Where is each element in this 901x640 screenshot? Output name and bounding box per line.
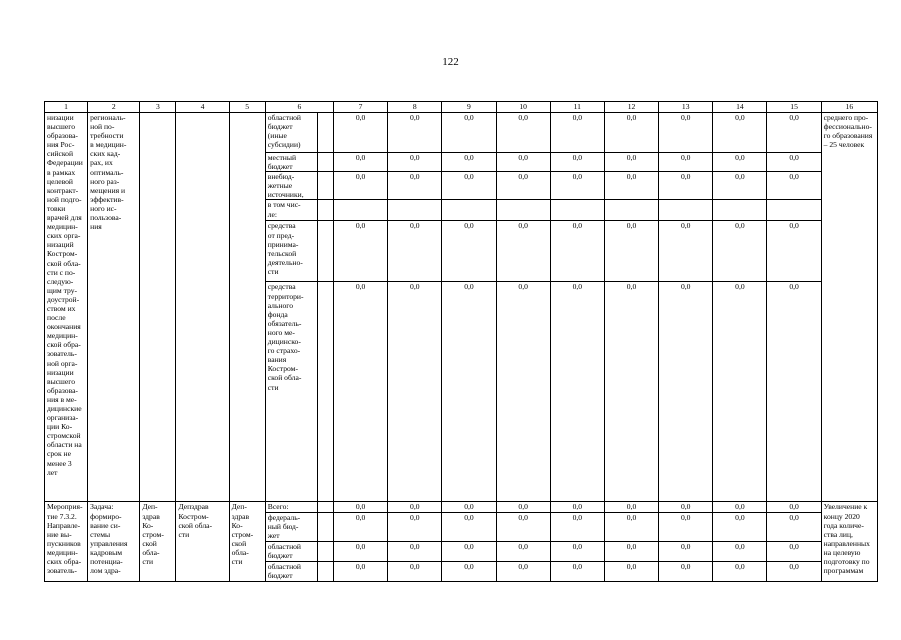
value-cell: 0,0: [604, 561, 658, 581]
value-cell: 0,0: [767, 221, 821, 282]
value-cell: 0,0: [604, 113, 658, 153]
funding-source-cell: [265, 541, 317, 561]
value-cell: 0,0: [333, 502, 387, 512]
column-header-10: 10: [496, 102, 550, 113]
cell-line: Костром-: [47, 249, 78, 259]
cell-line: ния в ме-: [47, 394, 77, 404]
value-cell: 0,0: [767, 172, 821, 200]
cell-line: организа-: [47, 413, 79, 423]
value-cell: 0,0: [442, 502, 496, 512]
value-cell: 0,0: [442, 172, 496, 200]
cell-line: средства: [267, 221, 296, 231]
value-cell: 0,0: [388, 282, 442, 502]
value-cell: 0,0: [713, 512, 767, 541]
cell-line: эффектив-: [90, 194, 124, 204]
value-cell: 0,0: [388, 502, 442, 512]
spacer-cell: [317, 541, 333, 561]
value-cell: 0,0: [333, 541, 387, 561]
column-header-15: 15: [767, 102, 821, 113]
cell-line: Мероприя-: [47, 502, 83, 512]
value-cell: 0,0: [496, 172, 550, 200]
value-cell: 0,0: [442, 512, 496, 541]
value-cell: 0,0: [604, 512, 658, 541]
value-cell: 0,0: [388, 113, 442, 153]
cell-line: на целевую: [823, 547, 861, 557]
cell-line: жет: [267, 530, 280, 540]
cell-line: ального: [267, 300, 294, 310]
funding-source-cell: [265, 221, 317, 282]
funding-source-cell: [265, 153, 317, 172]
cell-line: низации: [47, 113, 74, 122]
cell-line: после: [47, 313, 66, 323]
cell-line: пускников: [47, 538, 81, 548]
spacer-cell: [317, 502, 333, 512]
value-cell: 0,0: [550, 113, 604, 153]
spacer-cell: [317, 221, 333, 282]
activity-name-cell: [45, 502, 88, 581]
result-cell: [821, 113, 877, 502]
value-cell: 0,0: [550, 153, 604, 172]
cell-line: Задача:: [90, 502, 114, 512]
cell-line: источники,: [267, 190, 304, 200]
cell-line: субсидии): [267, 140, 301, 150]
value-cell: 0,0: [604, 153, 658, 172]
cell-line: Деп-: [231, 502, 247, 512]
activity-name-cell: [45, 113, 88, 502]
value-cell: 0,0: [550, 221, 604, 282]
cell-line: сийской: [47, 149, 74, 159]
cell-line: деятельно-: [267, 257, 303, 267]
cell-line: срок не: [47, 449, 71, 459]
value-cell: 0,0: [388, 512, 442, 541]
cell-line: ного раз-: [90, 176, 120, 186]
value-cell: 0,0: [713, 561, 767, 581]
cell-line: лет: [47, 467, 58, 477]
cell-line: пользова-: [90, 213, 122, 223]
cell-line: ной по-: [90, 122, 115, 132]
value-cell: 0,0: [550, 561, 604, 581]
value-cell: 0,0: [713, 282, 767, 502]
value-cell: 0,0: [442, 561, 496, 581]
cell-line: тельской: [267, 248, 297, 258]
cell-line: ле:: [267, 209, 278, 219]
column-header-11: 11: [550, 102, 604, 113]
column-header-1: 1: [45, 102, 88, 113]
funding-source-cell: [265, 172, 317, 200]
value-cell: [767, 200, 821, 221]
cell-line: здрав: [142, 511, 160, 521]
funding-source-cell: [265, 512, 317, 541]
cell-line: дицинско-: [267, 337, 301, 347]
value-cell: 0,0: [713, 502, 767, 512]
cell-line: стром-: [231, 529, 254, 539]
value-cell: 0,0: [767, 282, 821, 502]
value-cell: 0,0: [767, 153, 821, 172]
column-header-6: 6: [265, 102, 333, 113]
cell-line: го образования: [823, 131, 873, 141]
cell-line: федераль-: [267, 512, 301, 522]
column-header-9: 9: [442, 102, 496, 113]
cell-line: доустрой-: [47, 294, 80, 304]
cell-line: ской: [142, 538, 157, 548]
value-cell: 0,0: [550, 282, 604, 502]
spacer-cell: [317, 172, 333, 200]
funding-source-cell: [265, 200, 317, 221]
cell-line: программам: [823, 566, 864, 576]
cell-line: стром-: [142, 529, 164, 539]
value-cell: 0,0: [767, 561, 821, 581]
value-cell: [442, 200, 496, 221]
funding-source-cell: [265, 113, 317, 153]
cell-line: товки: [47, 203, 66, 213]
value-cell: 0,0: [713, 221, 767, 282]
value-cell: [659, 200, 713, 221]
cell-line: ции Ко-: [47, 422, 73, 432]
cell-line: ством их: [47, 303, 76, 313]
cell-line: ние вы-: [47, 529, 72, 539]
coexecutor-cell: [229, 113, 265, 502]
cell-line: (иные: [267, 131, 287, 141]
cell-line: образова-: [47, 385, 78, 395]
cell-line: территори-: [267, 291, 304, 301]
cell-line: дицинские: [47, 404, 82, 413]
cell-line: направленных: [823, 538, 870, 548]
cell-line: Ко-: [231, 520, 243, 530]
cell-line: контракт-: [47, 185, 79, 195]
cell-line: оптималь-: [90, 167, 124, 177]
value-cell: 0,0: [604, 502, 658, 512]
cell-line: Деп-: [142, 502, 158, 512]
value-cell: 0,0: [496, 113, 550, 153]
value-cell: 0,0: [659, 221, 713, 282]
cell-line: следую-: [47, 276, 74, 286]
value-cell: 0,0: [659, 541, 713, 561]
cell-line: ния: [90, 222, 102, 232]
value-cell: [550, 200, 604, 221]
column-header-14: 14: [713, 102, 767, 113]
value-cell: 0,0: [496, 512, 550, 541]
value-cell: 0,0: [333, 282, 387, 502]
cell-line: ских кад-: [90, 149, 121, 159]
cell-line: в медицин-: [90, 140, 127, 150]
cell-line: зователь-: [47, 349, 77, 359]
cell-line: сти: [142, 557, 154, 567]
task-cell: [88, 502, 140, 581]
cell-line: медицин-: [47, 331, 78, 341]
column-header-12: 12: [604, 102, 658, 113]
cell-line: кадровым: [90, 547, 123, 557]
value-cell: 0,0: [496, 221, 550, 282]
funding-source-cell: [265, 282, 317, 502]
spacer-cell: [317, 113, 333, 153]
value-cell: 0,0: [550, 502, 604, 512]
value-cell: 0,0: [659, 282, 713, 502]
cell-line: образова-: [47, 131, 78, 141]
cell-line: медицин-: [47, 547, 78, 557]
cell-line: управления: [90, 538, 128, 548]
result-cell: [821, 502, 877, 581]
spacer-cell: [317, 200, 333, 221]
value-cell: 0,0: [604, 541, 658, 561]
cell-line: ства лиц,: [823, 529, 853, 539]
cell-line: ния Рос-: [47, 140, 75, 150]
cell-line: окончания: [47, 322, 81, 332]
cell-line: ной орга-: [47, 358, 78, 368]
cell-line: медицин-: [47, 222, 78, 232]
value-cell: 0,0: [659, 561, 713, 581]
value-cell: 0,0: [767, 512, 821, 541]
executor-cell: [140, 113, 176, 502]
cell-line: ских обра-: [47, 557, 82, 567]
column-header-3: 3: [140, 102, 176, 113]
cell-line: го страхо-: [267, 346, 301, 356]
value-cell: 0,0: [333, 512, 387, 541]
cell-line: областной: [267, 541, 301, 551]
value-cell: 0,0: [713, 541, 767, 561]
cell-line: высшего: [47, 376, 75, 386]
cell-line: ской: [231, 538, 247, 548]
value-cell: [333, 200, 387, 221]
value-cell: 0,0: [767, 541, 821, 561]
cell-line: фессионально-: [823, 122, 872, 132]
cell-line: года количе-: [823, 520, 864, 530]
cell-line: средства: [267, 282, 296, 292]
cell-line: сти с по-: [47, 267, 76, 277]
cell-line: бюджет: [267, 122, 293, 132]
value-cell: 0,0: [442, 221, 496, 282]
value-cell: 0,0: [713, 113, 767, 153]
cell-line: Направле-: [47, 520, 81, 530]
cell-line: местный: [267, 153, 297, 162]
value-cell: 0,0: [659, 502, 713, 512]
value-cell: 0,0: [659, 512, 713, 541]
cell-line: низаций: [47, 240, 74, 250]
cell-line: сти: [267, 266, 279, 276]
cell-line: областной: [267, 113, 301, 122]
cell-line: рах, их: [90, 158, 113, 168]
column-header-7: 7: [333, 102, 387, 113]
value-cell: 0,0: [659, 172, 713, 200]
cell-line: среднего про-: [823, 113, 869, 122]
value-cell: 0,0: [496, 502, 550, 512]
cell-line: сти: [231, 557, 243, 567]
cell-line: ного ме-: [267, 327, 295, 337]
cell-line: бюджет: [267, 162, 293, 172]
cell-line: Федерации: [47, 158, 83, 168]
value-cell: 0,0: [550, 541, 604, 561]
header-row: [45, 102, 878, 113]
cell-line: области на: [47, 440, 82, 450]
task-cell: [88, 113, 140, 502]
value-cell: 0,0: [388, 221, 442, 282]
value-cell: 0,0: [333, 113, 387, 153]
cell-line: бюджет: [267, 570, 293, 580]
value-cell: 0,0: [388, 153, 442, 172]
cell-line: концу 2020: [823, 511, 860, 521]
spacer-cell: [317, 512, 333, 541]
cell-line: ской обра-: [47, 340, 81, 350]
cell-line: щим тру-: [47, 285, 78, 295]
value-cell: 0,0: [767, 113, 821, 153]
cell-line: ной подго-: [47, 194, 82, 204]
value-cell: 0,0: [604, 282, 658, 502]
column-header-8: 8: [388, 102, 442, 113]
value-cell: 0,0: [333, 561, 387, 581]
cell-line: вание си-: [90, 520, 121, 530]
cell-line: Костром-: [267, 364, 298, 374]
cell-line: Депздрав: [178, 502, 209, 512]
cell-line: стемы: [90, 529, 111, 539]
value-cell: 0,0: [659, 113, 713, 153]
participant-cell: [176, 113, 229, 502]
cell-line: требности: [90, 131, 124, 141]
cell-line: ских орга-: [47, 231, 81, 241]
value-cell: 0,0: [388, 541, 442, 561]
executor-cell: [140, 502, 176, 581]
cell-line: бюджет: [267, 550, 293, 560]
cell-line: сти: [178, 529, 190, 539]
cell-line: тие 7.3.2.: [47, 511, 77, 521]
cell-line: здрав: [231, 511, 250, 521]
value-cell: 0,0: [713, 153, 767, 172]
cell-line: мещения и: [90, 185, 126, 195]
cell-line: фонда: [267, 309, 288, 319]
cell-line: областной: [267, 561, 301, 571]
cell-line: Увеличение к: [823, 502, 868, 512]
cell-line: ской обла-: [47, 258, 81, 268]
spacer-cell: [317, 153, 333, 172]
table-row: [45, 113, 878, 153]
cell-line: низации: [47, 367, 74, 377]
value-cell: 0,0: [388, 561, 442, 581]
funding-source-cell: [265, 561, 317, 581]
value-cell: 0,0: [333, 153, 387, 172]
column-header-13: 13: [659, 102, 713, 113]
column-header-16: 16: [821, 102, 877, 113]
column-header-4: 4: [176, 102, 229, 113]
coexecutor-cell: [229, 502, 265, 581]
program-table: [44, 101, 878, 582]
cell-line: ской обла-: [267, 373, 302, 383]
value-cell: 0,0: [388, 172, 442, 200]
cell-line: сти: [267, 382, 279, 392]
cell-line: целевой: [47, 176, 73, 186]
cell-line: Ко-: [142, 520, 154, 530]
cell-line: в том чис-: [267, 200, 301, 210]
cell-line: – 25 человек: [823, 140, 865, 150]
cell-line: жетные: [267, 181, 293, 191]
value-cell: 0,0: [550, 172, 604, 200]
value-cell: 0,0: [767, 502, 821, 512]
value-cell: 0,0: [442, 541, 496, 561]
cell-line: стромской: [47, 431, 81, 441]
cell-line: подготовку по: [823, 557, 870, 567]
value-cell: 0,0: [442, 282, 496, 502]
value-cell: 0,0: [604, 221, 658, 282]
value-cell: 0,0: [659, 153, 713, 172]
value-cell: 0,0: [713, 172, 767, 200]
value-cell: 0,0: [496, 561, 550, 581]
cell-line: ного ис-: [90, 203, 117, 213]
value-cell: 0,0: [496, 282, 550, 502]
funding-source-cell: [265, 502, 317, 512]
spacer-cell: [317, 282, 333, 502]
cell-line: формиро-: [90, 511, 122, 521]
cell-line: лом здра-: [90, 566, 121, 576]
cell-line: зователь-: [47, 566, 77, 576]
column-header-2: 2: [88, 102, 140, 113]
cell-line: внебюд-: [267, 172, 295, 182]
spacer-cell: [317, 561, 333, 581]
cell-line: ный бюд-: [267, 521, 299, 531]
cell-line: Всего:: [267, 502, 289, 512]
cell-line: принима-: [267, 239, 299, 249]
column-header-5: 5: [229, 102, 265, 113]
value-cell: [496, 200, 550, 221]
cell-line: ской обла-: [178, 520, 213, 530]
cell-line: менее 3: [47, 458, 72, 468]
value-cell: [604, 200, 658, 221]
cell-line: обязатель-: [267, 318, 302, 328]
participant-cell: [176, 502, 229, 581]
value-cell: 0,0: [604, 172, 658, 200]
value-cell: 0,0: [442, 113, 496, 153]
value-cell: [388, 200, 442, 221]
cell-line: в рамках: [47, 167, 76, 177]
cell-line: высшего: [47, 122, 75, 132]
cell-line: региональ-: [90, 113, 126, 122]
value-cell: [713, 200, 767, 221]
value-cell: 0,0: [496, 153, 550, 172]
cell-line: потенциа-: [90, 557, 123, 567]
cell-line: обла-: [231, 547, 249, 557]
cell-line: от пред-: [267, 230, 295, 240]
value-cell: 0,0: [496, 541, 550, 561]
value-cell: 0,0: [333, 172, 387, 200]
page-number: 122: [442, 56, 459, 68]
value-cell: 0,0: [333, 221, 387, 282]
cell-line: вания: [267, 355, 287, 365]
cell-line: Костром-: [178, 511, 209, 521]
value-cell: 0,0: [550, 512, 604, 541]
table-row: [45, 502, 878, 512]
cell-line: обла-: [142, 547, 160, 557]
cell-line: врачей для: [47, 213, 82, 223]
value-cell: 0,0: [442, 153, 496, 172]
